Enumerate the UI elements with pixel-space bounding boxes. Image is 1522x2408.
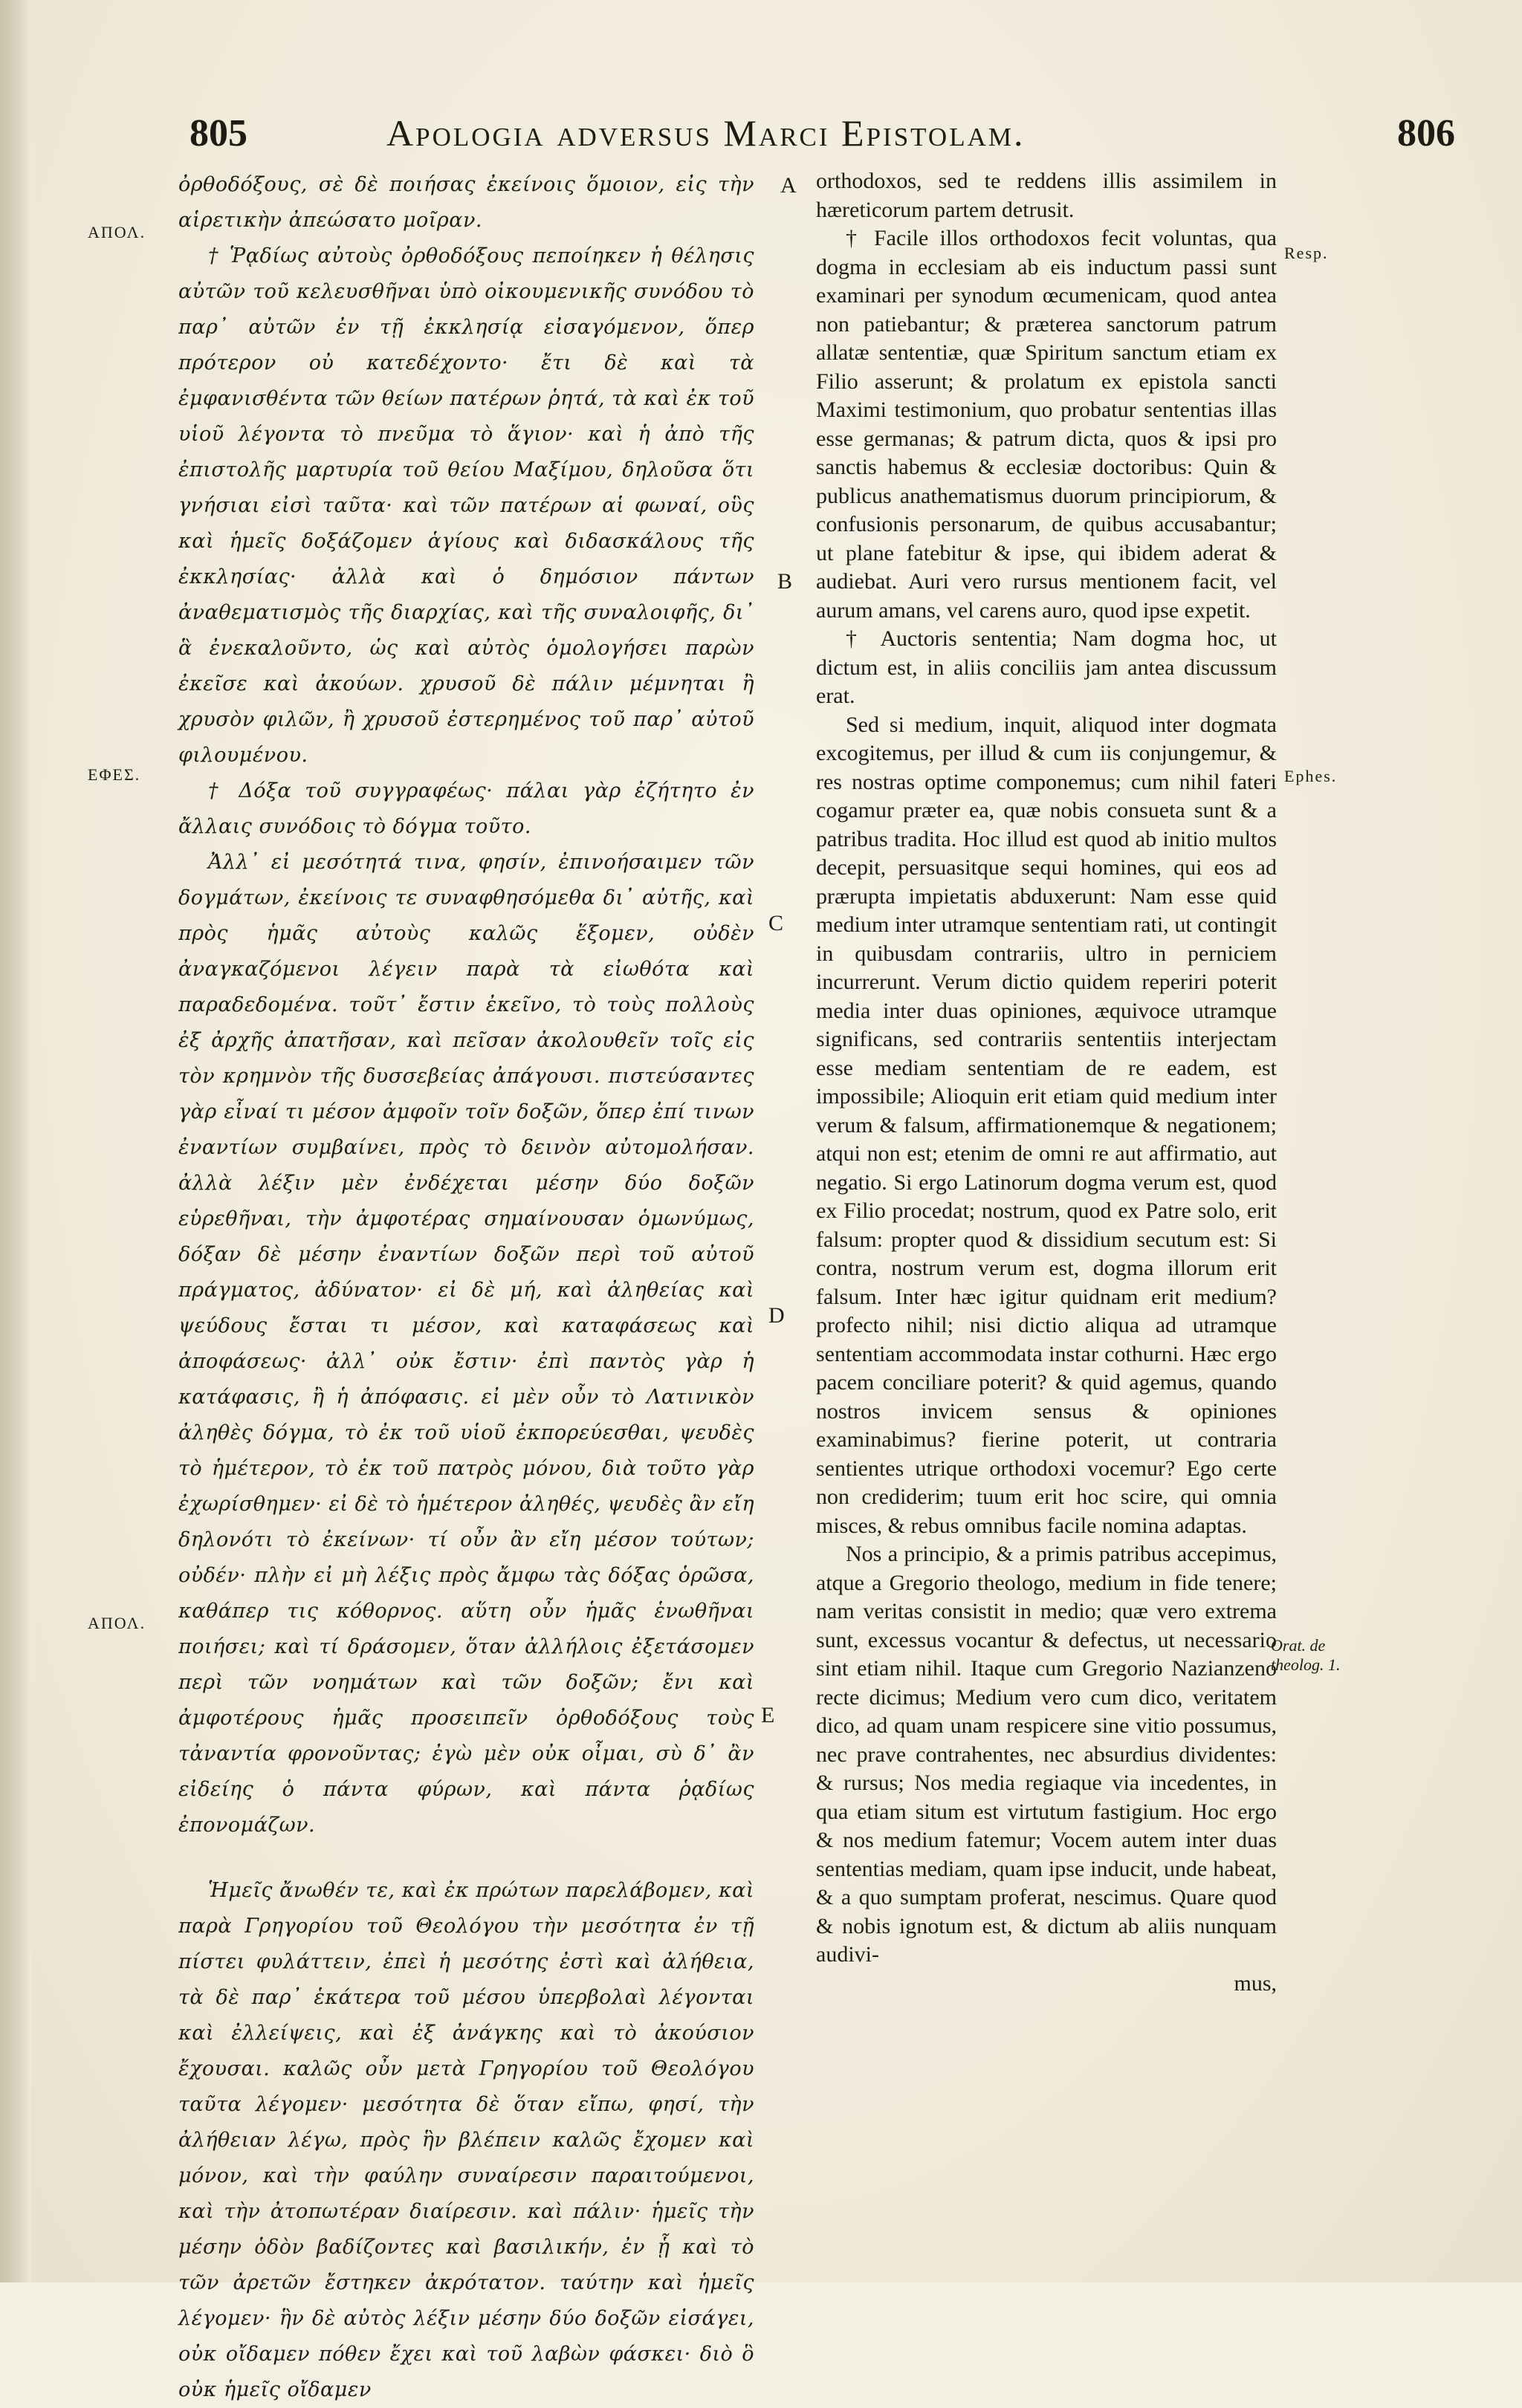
greek-paragraph: † Δόξα τοῦ συγγραφέως· πάλαι γὰρ ἐζήτητο ἐν ἄλλαις συνόδοις τὸ δόγμα τοῦτο.: [178, 779, 754, 838]
section-marker-d: D: [768, 1303, 785, 1328]
catchword: mus,: [1234, 1970, 1277, 1996]
section-marker-b: B: [777, 569, 793, 594]
latin-paragraph: Nos a principio, & a primis patribus accepimus, atque a Gregorio theologo, medium in fide tenere; nam veritas consistit in medio; quæ vero extrema sunt, excessus vocantur & defectus, ut necessario sint etiam nihil. Itaque cum Gregorio Nazianzeno recte dicimus; Medium vero cum dico, veritatem dico, ad quam unam respicere sine vitio possumus, nec prave contrahentes, nec absurdius dividentes: & rursus; Nos media regiaque via incedentes, in qua etiam situm est virtutum fastigium. Hoc ergo & nos medium fatemur; Vocem autem inter duas sententias mediam, quam ipse inducit, unde habeat, & a quo sumptam proferat, nescimus. Quare quod & nobis ignotum est, & dictum ab aliis nunquam audivi-: [816, 1542, 1277, 1967]
latin-paragraph: † Facile illos orthodoxos fecit voluntas, qua dogma in ecclesiam ab eis inductum passi sunt examinari per synodum œcumenicam, quod antea non patiebantur; & præterea sanctorum patrum allatæ sententiæ, quæ Spiritum sanctum etiam ex Filio asserunt; & prolatum ex epistola sancti Maximi testimonium, quo probatur sententias illas esse germanas; & patrum dicta, quos & ipsi pro sanctis habemus & ecclesiæ doctoribus: Quin & publicus anathematismus duorum principiorum, & confusionis personarum, de quibus accusabantur; ut plane fatebitur & ipse, qui ibidem aderat & audiebat. Auri vero rursus mentionem facit, vel aurum amans, vel carens auro, quod ipse expetit.: [816, 226, 1277, 623]
page-number-left: 805: [190, 112, 247, 155]
running-title: Apologia adversus Marci Epistolam.: [386, 112, 1026, 154]
section-marker-c: C: [768, 911, 784, 935]
latin-paragraph: † Auctoris sententia; Nam dogma hoc, ut dictum est, in aliis conciliis jam antea discussum erat.: [816, 626, 1277, 708]
section-marker-e: E: [761, 1703, 775, 1727]
speaker-label-resp: Resp.: [1284, 244, 1329, 262]
speaker-label-apol: ΑΠΟΛ.: [88, 223, 146, 241]
speaker-label-ephes-latin: Ephes.: [1284, 767, 1338, 785]
speaker-label-ephes: ΕΦΕΣ.: [88, 765, 141, 784]
latin-column: [816, 167, 1277, 1998]
greek-paragraph: Ἡμεῖς ἄνωθέν τε, καὶ ἐκ πρώτων παρελάβομεν, καὶ παρὰ Γρηγορίου τοῦ Θεολόγου τὴν μεσότητα ἐν τῇ πίστει φυλάττειν, ἐπεὶ ἡ μεσότης ἐστὶ καὶ ἀλήθεια, τὰ δὲ παρ᾽ ἑκάτερα τοῦ μέσου ὑπερβολαὶ λέγονται καὶ ἐλλείψεις, καὶ ἐξ ἀνάγκης καὶ τὸ ἀκούσιον ἔχουσαι. καλῶς οὖν μετὰ Γρηγορίου τοῦ Θεολόγου ταῦτα λέγομεν· μεσότητα δὲ ὅταν εἴπω, φησί, τὴν ἀλήθειαν λέγω, πρὸς ἣν βλέπειν καλῶς ἔχομεν καὶ μόνον, καὶ τὴν φαύλην συναίρεσιν παραιτούμενοι, καὶ τὴν ἀτοπωτέραν διαίρεσιν. καὶ πάλιν· ἡμεῖς τὴν μέσην ὁδὸν βαδίζοντες καὶ βασιλικήν, ἐν ᾗ καὶ τὸ τῶν ἀρετῶν ἔστηκεν ἀκρότατον. ταύτην καὶ ἡμεῖς λέγομεν· ἣν δὲ αὐτὸς λέξιν μέσην δύο δοξῶν εἰσάγει, οὐκ οἴδαμεν πόθεν ἔχει καὶ τοῦ λαβὼν φάσκει· διὸ ὃ οὐκ ἡμεῖς οἴδαμεν: [178, 1879, 754, 2401]
greek-paragraph: ὀρθοδόξους, σὲ δὲ ποιήσας ἐκείνοις ὅμοιον, εἰς τὴν αἱρετικὴν ἀπεώσατο μοῖραν.: [178, 173, 754, 232]
greek-paragraph: Ἀλλ᾽ εἰ μεσότητά τινα, φησίν, ἐπινοήσαιμεν τῶν δογμάτων, ἐκείνοις τε συναφθησόμεθα δι᾽ αὐτῆς, καὶ πρὸς ἡμᾶς αὐτοὺς καλῶς ἕξομεν, οὐδὲν ἀναγκαζόμενοι λέγειν παρὰ τὰ εἰωθότα καὶ παραδεδομένα. τοῦτ᾽ ἔστιν ἐκεῖνο, τὸ τοὺς πολλοὺς ἐξ ἀρχῆς ἀπατῆσαν, καὶ πεῖσαν ἀκολουθεῖν τοῖς εἰς τὸν κρημνὸν τῆς δυσσεβείας ἀπάγουσι. πιστεύσαντες γὰρ εἶναί τι μέσον ἀμφοῖν τοῖν δοξῶν, ὅπερ ἐπί τινων ἐναντίων συμβαίνει, πρὸς τὸ δεινὸν αὐτομολήσαν. ἀλλὰ λέξιν μὲν ἐνδέχεται μέσην δύο δοξῶν εὑρεθῆναι, τὴν ἀμφοτέρας σημαίνουσαν ὁμωνύμως, δόξαν δὲ μέσην ἐναντίων δοξῶν περὶ τοῦ αὐτοῦ πράγματος, ἀδύνατον· εἰ δὲ μή, καὶ ἀληθείας καὶ ψεύδους ἔσται τι μέσον, καὶ καταφάσεως καὶ ἀποφάσεως· ἀλλ᾽ οὐκ ἔστιν· ἐπὶ παντὸς γὰρ ἡ κατάφασις, ἢ ἡ ἀπόφασις. εἰ μὲν οὖν τὸ Λατινικὸν ἀληθὲς δόγμα, τὸ ἐκ τοῦ υἱοῦ ἐκπορεύεσθαι, ψευδὲς τὸ ἡμέτερον, τὸ ἐκ τοῦ πατρὸς μόνου, διὰ τοῦτο γὰρ ἐχωρίσθημεν· εἰ δὲ τὸ ἡμέτερον ἀληθές, ψευδὲς ἂν εἴη δηλονότι τὸ ἐκείνων· τί οὖν ἂν εἴη μέσον τούτων; οὐδέν· πλὴν εἰ μὴ λέξις πρὸς ἄμφω τὰς δόξας ὁρῶσα, καθάπερ τις κόθορνος. αὕτη οὖν ἡμᾶς ἑνωθῆναι ποιήσει; καὶ τί δράσομεν, ὅταν ἀλλήλοις ἐξετάσομεν περὶ τῶν νοημάτων καὶ τῶν δοξῶν; ἔνι καὶ ἀμφοτέρους ἡμᾶς προσειπεῖν ὀρθοδόξους τοὺς τἀναντία φρονοῦντας; ἐγὼ μὲν οὐκ οἶμαι, σὺ δ᾽ ἂν εἰδείης ὁ πάντα φύρων, καὶ πάντα ῥᾳδίως ἐπονομάζων.: [178, 851, 754, 1837]
speaker-label-apol: ΑΠΟΛ.: [88, 1614, 146, 1632]
greek-column: [178, 167, 754, 2408]
page-number-right: 806: [1397, 112, 1455, 155]
greek-paragraph: † Ῥᾳδίως αὐτοὺς ὀρθοδόξους πεποίηκεν ἡ θέλησις αὐτῶν τοῦ κελευσθῆναι ὑπὸ οἰκουμενικῆς συνόδου τὸ παρ᾽ αὐτῶν ἐν τῇ ἐκκλησίᾳ εἰσαγόμενον, ὅπερ πρότερον οὐ κατεδέχοντο· ἔτι δὲ καὶ τὰ ἐμφανισθέντα τῶν θείων πατέρων ῥητά, τὰ καὶ ἐκ τοῦ υἱοῦ λέγοντα τὸ πνεῦμα τὸ ἅγιον· καὶ ἡ ἀπὸ τῆς ἐπιστολῆς μαρτυρία τοῦ θείου Μαξίμου, δηλοῦσα ὅτι γνήσιαι εἰσὶ ταῦτα· καὶ τῶν πατέρων αἱ φωναί, οὓς καὶ ἡμεῖς δοξάζομεν ἁγίους καὶ διδασκάλους τῆς ἐκκλησίας· ἀλλὰ καὶ ὁ δημόσιον πάντων ἀναθεματισμὸς τῆς διαρχίας, καὶ τῆς συναλοιφῆς, δι᾽ ἃ ἐνεκαλοῦντο, ὡς καὶ αὐτὸς ὁμολογήσει παρὼν ἐκεῖσε καὶ ἀκούων. χρυσοῦ δὲ πάλιν μέμνηται ἢ χρυσὸν φιλῶν, ἢ χρυσοῦ ἐστερημένος τοῦ παρ᾽ αὐτοῦ φιλουμένου.: [178, 244, 754, 767]
marginal-reference: Orat. de theolog. 1.: [1271, 1636, 1341, 1674]
section-marker-a: A: [780, 173, 797, 198]
latin-paragraph: Sed si medium, inquit, aliquod inter dogmata excogitemus, per illud & cum iis conjungemur, & res nostras optime componemus; cum nihil fateri cogamur præter ea, quæ nobis consueta sunt & a patribus tradita. Hoc illud est quod ab initio multos decepit, persuasitque sequi homines, qui eos ad prærupta impietatis abduxerunt: Nam esse quid medium inter utramque sententiam rati, ut contingit in quibusdam contrariis, ultro in perniciem incurrerunt. Verum dictio quidem reperiri poterit media inter duas opiniones, æquivoce utramque significans, sed contrariis sententiis interjectam esse mediam sententiam de re eadem, est impossibile; Alioquin erit etiam quid medium inter verum & falsum, affirmationemque & negationem; atqui non est; etenim de omni re aut affirmatio, aut negatio. Si ergo Latinorum dogma verum est, quod ex Filio procedat; nostrum, quod ex Patre solo, erit falsum: propter quod & dissidium secutum est: Si contra, nostrum verum est, dogma illorum erit falsum. Inter hæc igitur quidnam erit medium? profecto nihil; nisi dictio aliqua ad utramque sententiam accommodata instar cothurni. Hæc ergo pacem conciliare poterit? & quid agemus, quando nostros invicem sensus & opiniones examinabimus? fierine poterit, ut contraria sentientes utrique orthodoxi vocemur? Ego certe non crediderim; tuum erit hoc scire, qui omnia misces, & rebus omnibus facile nomina adaptas.: [816, 712, 1277, 1538]
binding-gutter: [0, 0, 31, 2282]
latin-paragraph: orthodoxos, sed te reddens illis assimilem in hæreticorum partem detrusit.: [816, 169, 1277, 222]
